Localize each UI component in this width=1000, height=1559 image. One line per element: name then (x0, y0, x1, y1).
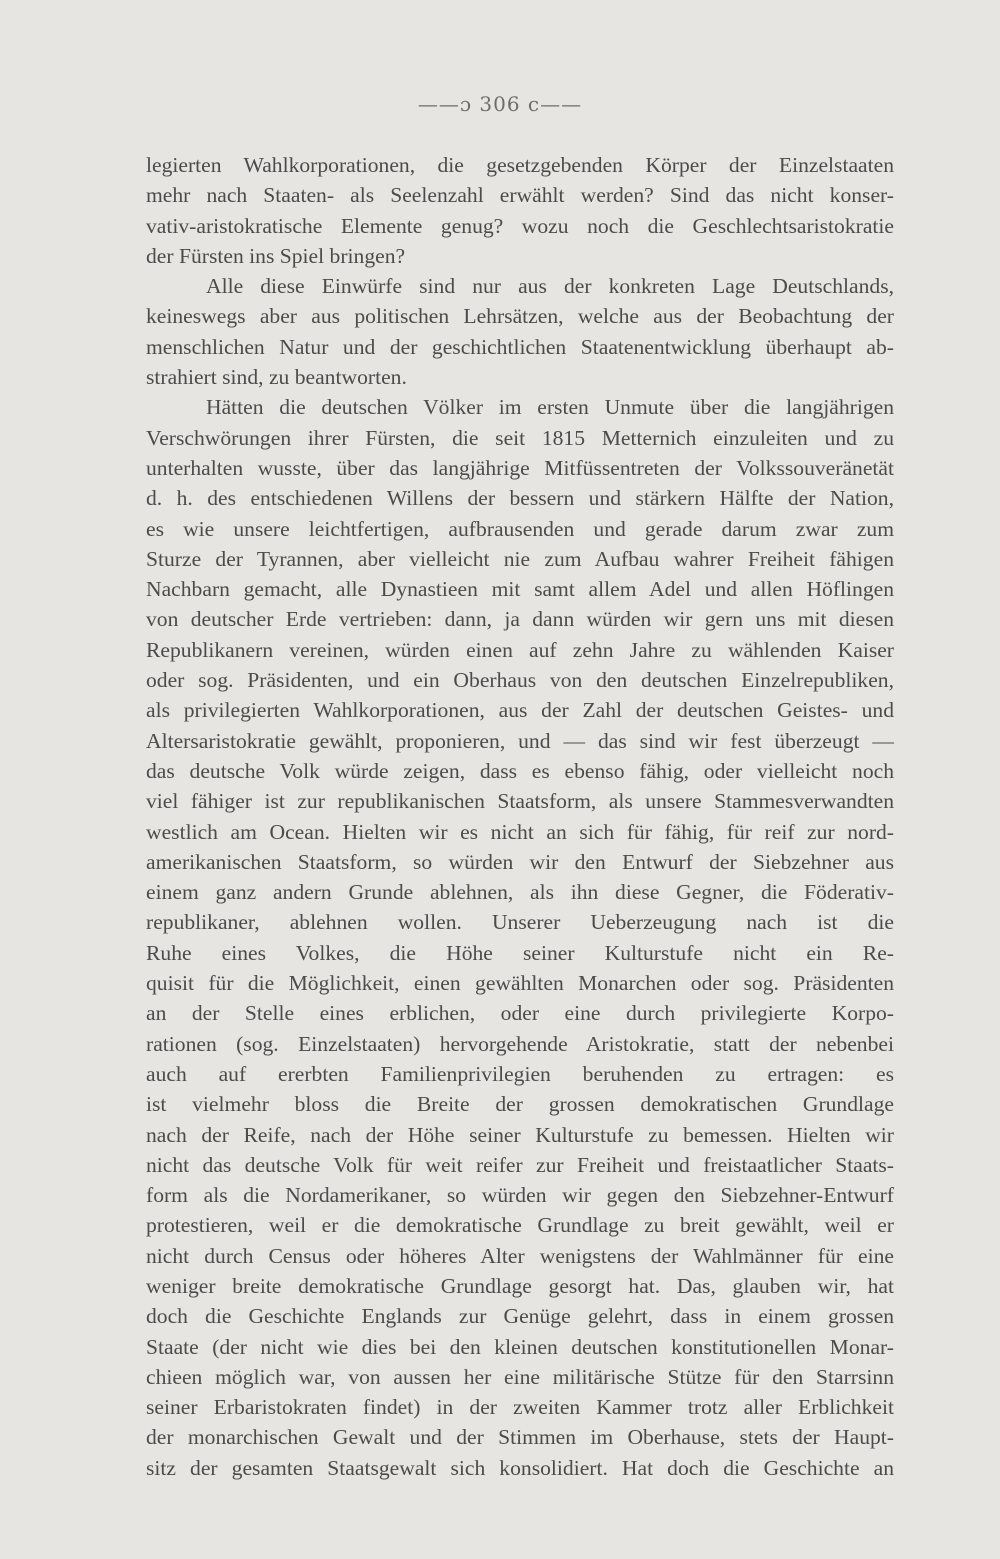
text-line: westlich am Ocean. Hielten wir es nicht an sich für fähig, für reif zur nord- (146, 819, 894, 844)
text-line: form als die Nordamerikaner, so würden wir gegen den Siebzehner-Entwurf (146, 1183, 894, 1208)
text-line: doch die Geschichte Englands zur Genüge gelehrt, dass in einem grossen (146, 1304, 894, 1329)
text-line: republikaner, ablehnen wollen. Unserer Ueberzeugung nach ist die (146, 910, 894, 935)
text-line: Sturze der Tyrannen, aber vielleicht nie zum Aufbau wahrer Freiheit fähigen (146, 546, 894, 571)
text-line: an der Stelle eines erblichen, oder eine durch privilegierte Korpo- (146, 1001, 894, 1026)
text-line: von deutscher Erde vertrieben: dann, ja dann würden wir gern uns mit diesen (146, 607, 894, 632)
text-line: nicht durch Census oder höheres Alter wenigstens der Wahlmänner für eine (146, 1243, 894, 1268)
text-line: es wie unsere leichtfertigen, aufbrausenden und gerade darum zwar zum (146, 516, 894, 541)
text-line: chieen möglich war, von aussen her eine militärische Stütze für den Starrsinn (146, 1364, 894, 1389)
paragraph-2 (146, 271, 894, 392)
text-line: unterhalten wusste, über das langjährige Mitfüssentreten der Volkssouveränetät (146, 455, 894, 480)
text-line: legierten Wahlkorporationen, die gesetzgebenden Körper der Einzelstaaten (146, 153, 894, 177)
text-line: rationen (sog. Einzelstaaten) hervorgehende Aristokratie, statt der nebenbei (146, 1031, 894, 1056)
text-line: seiner Erbaristokraten findet) in der zweiten Kammer trotz aller Erblichkeit (146, 1395, 894, 1420)
text-line: sitz der gesamten Staatsgewalt sich konsolidiert. Hat doch die Geschichte an (146, 1455, 894, 1480)
text-line: keineswegs aber aus politischen Lehrsätzen, welche aus der Beobachtung der (146, 304, 894, 329)
text-line: auch auf ererbten Familienprivilegien beruhenden zu ertragen: es (146, 1061, 894, 1086)
text-line: viel fähiger ist zur republikanischen Staatsform, als unsere Stammesverwandten (146, 789, 894, 814)
paragraph-3 (146, 392, 894, 1483)
text-line: amerikanischen Staatsform, so würden wir den Entwurf der Siebzehner aus (146, 849, 894, 874)
body-text (146, 150, 894, 1483)
text-line: nach der Reife, nach der Höhe seiner Kulturstufe zu bemessen. Hielten wir (146, 1122, 894, 1147)
text-line: mehr nach Staaten- als Seelenzahl erwählt werden? Sind das nicht konser- (146, 183, 894, 208)
text-line: als privilegierten Wahlkorporationen, aus der Zahl der deutschen Geistes- und (146, 698, 894, 723)
page-number: ——ɔ 306 c—— (417, 92, 583, 116)
text-line: einem ganz andern Grunde ablehnen, als ihn diese Gegner, die Föderativ- (146, 880, 894, 905)
text-line: d. h. des entschiedenen Willens der bessern und stärkern Hälfte der Nation, (146, 486, 894, 511)
text-line: oder sog. Präsidenten, und ein Oberhaus von den deutschen Einzelrepubliken, (146, 668, 894, 693)
paragraph-1 (146, 150, 894, 271)
text-line: ist vielmehr bloss die Breite der grossen demokratischen Grundlage (146, 1092, 894, 1117)
text-line: Alle diese Einwürfe sind nur aus der konkreten Lage Deutschlands, (206, 274, 894, 299)
text-line: das deutsche Volk würde zeigen, dass es ebenso fähig, oder vielleicht noch (146, 758, 894, 783)
text-line: protestieren, weil er die demokratische Grundlage zu breit gewählt, weil er (146, 1213, 894, 1238)
text-line: Ruhe eines Volkes, die Höhe seiner Kulturstufe nicht ein Re- (146, 940, 894, 965)
text-line: Hätten die deutschen Völker im ersten Unmute über die langjährigen (206, 395, 894, 420)
text-line: der monarchischen Gewalt und der Stimmen im Oberhause, stets der Haupt- (146, 1425, 894, 1450)
text-line: nicht das deutsche Volk für weit reifer zur Freiheit und freistaatlicher Staats- (146, 1152, 894, 1177)
text-line: Staate (der nicht wie dies bei den kleinen deutschen konstitutionellen Monar- (146, 1334, 894, 1359)
text-line: Nachbarn gemacht, alle Dynastieen mit samt allem Adel und allen Höflingen (146, 577, 894, 602)
text-line: Verschwörungen ihrer Fürsten, die seit 1815 Metternich einzuleiten und zu (146, 425, 894, 450)
text-line: der Fürsten ins Spiel bringen? (146, 243, 406, 268)
text-line: strahiert sind, zu beantworten. (146, 365, 407, 390)
text-line: quisit für die Möglichkeit, einen gewählten Monarchen oder sog. Präsidenten (146, 971, 894, 996)
text-line: Altersaristokratie gewählt, proponieren, und — das sind wir fest überzeugt — (146, 728, 894, 753)
text-line: Republikanern vereinen, würden einen auf zehn Jahre zu wählenden Kaiser (146, 637, 894, 662)
text-line: weniger breite demokratische Grundlage gesorgt hat. Das, glauben wir, hat (146, 1273, 894, 1298)
text-line: vativ-aristokratische Elemente genug? wozu noch die Geschlechtsaristokratie (146, 213, 894, 238)
text-line: menschlichen Natur und der geschichtlichen Staatenentwicklung überhaupt ab- (146, 334, 894, 359)
